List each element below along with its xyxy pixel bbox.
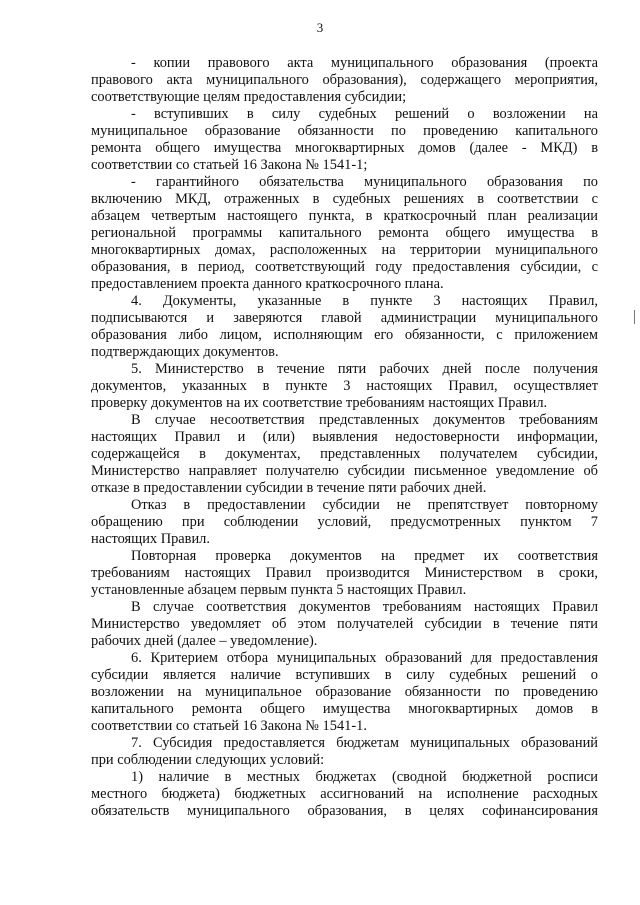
text-line: установленные абзацем первым пункта 5 настоящих Правил. — [91, 582, 467, 598]
text-line: В случае несоответствия представленных документов требованиям — [131, 412, 598, 428]
text-line: Повторная проверка документов на предмет их соответствия — [131, 548, 598, 564]
text-line: возложении на муниципальное образование обязанности по проведению — [91, 684, 598, 700]
text-line: настоящих Правил и (или) выявления недостоверности информации, — [91, 429, 598, 445]
text-line: предоставлением проекта данного краткосрочного плана. — [91, 276, 444, 292]
paragraph — [91, 769, 598, 820]
text-line: - вступивших в силу судебных решений о возложении на — [131, 106, 598, 122]
paragraph — [91, 55, 598, 106]
text-line: местного бюджета) бюджетных ассигнований на исполнение расходных — [91, 786, 598, 802]
text-line: обращению при соблюдении условий, предусмотренных пунктом 7 — [91, 514, 598, 530]
text-line: - копии правового акта муниципального образования (проекта — [131, 55, 598, 71]
text-line: соответствующие целям предоставления субсидии; — [91, 89, 407, 105]
text-line: отказе в предоставлении субсидии в течение пяти рабочих дней. — [91, 480, 487, 496]
text-line: образования, в период, соответствующий году предоставления субсидии, с — [91, 259, 598, 275]
margin-mark — [634, 310, 635, 324]
text-line: рабочих дней (далее – уведомление). — [91, 633, 318, 649]
text-line: абзацем четвертым настоящего пункта, в краткосрочный план реализации — [91, 208, 598, 224]
text-line: Отказ в предоставлении субсидии не препятствует повторному — [131, 497, 598, 513]
text-line: ремонта общего имущества многоквартирных домов (далее - МКД) в — [91, 140, 598, 156]
paragraph — [91, 174, 598, 293]
text-line: многоквартирных домах, расположенных на территории муниципального — [91, 242, 598, 258]
text-line: 7. Субсидия предоставляется бюджетам муниципальных образований — [131, 735, 598, 751]
text-line: - гарантийного обязательства муниципального образования по — [131, 174, 598, 190]
text-line: настоящих Правил. — [91, 531, 210, 547]
text-line: документов, указанных в пункте 3 настоящих Правил, осуществляет — [91, 378, 598, 394]
text-line: субсидии является наличие вступивших в силу судебных решений о — [91, 667, 598, 683]
text-line: муниципальное образование обязанности по проведению капитального — [91, 123, 598, 139]
paragraph — [91, 293, 598, 361]
text-line: Министерство уведомляет об этом получателей субсидии в течение пяти — [91, 616, 598, 632]
paragraph — [91, 106, 598, 174]
paragraph — [91, 412, 598, 497]
text-line: требованиям настоящих Правил производится Министерством в сроки, — [91, 565, 598, 581]
text-line: Министерство направляет получателю субсидии письменное уведомление об — [91, 463, 598, 479]
page-number: 3 — [316, 20, 324, 35]
text-line: включению МКД, отраженных в судебных решениях в соответствии с — [91, 191, 598, 207]
text-line: обязательств муниципального образования, в целях софинансирования — [91, 803, 598, 819]
paragraph — [91, 735, 598, 769]
paragraph — [91, 599, 598, 650]
text-line: В случае соответствия документов требованиям настоящих Правил — [131, 599, 598, 615]
text-line: подтверждающих документов. — [91, 344, 279, 360]
text-line: 4. Документы, указанные в пункте 3 настоящих Правил, — [131, 293, 598, 309]
text-line: 1) наличие в местных бюджетах (сводной бюджетной росписи — [131, 769, 598, 785]
paragraph — [91, 650, 598, 735]
text-line: образования либо лицом, исполняющим его обязанности, с приложением — [91, 327, 598, 343]
text-line: 6. Критерием отбора муниципальных образований для предоставления — [131, 650, 598, 666]
text-line: региональной программы капитального ремонта общего имущества в — [91, 225, 598, 241]
paragraph — [91, 497, 598, 548]
text-line: содержащейся в документах, представленных получателем субсидии, — [91, 446, 598, 462]
text-line: подписываются и заверяются главой администрации муниципального — [91, 310, 598, 326]
text-line: правового акта муниципального образования), содержащего мероприятия, — [91, 72, 598, 88]
text-line: капитального ремонта общего имущества многоквартирных домов в — [91, 701, 598, 717]
text-line: соответствии со статьей 16 Закона № 1541-1. — [91, 718, 367, 734]
text-line: соответствии со статьей 16 Закона № 1541-1; — [91, 157, 368, 173]
document-body — [91, 55, 598, 820]
paragraph — [91, 548, 598, 599]
paragraph — [91, 361, 598, 412]
text-line: при соблюдении следующих условий: — [91, 752, 325, 768]
text-line: 5. Министерство в течение пяти рабочих дней после получения — [131, 361, 598, 377]
text-line: проверку документов на их соответствие требованиям настоящих Правил. — [91, 395, 548, 411]
